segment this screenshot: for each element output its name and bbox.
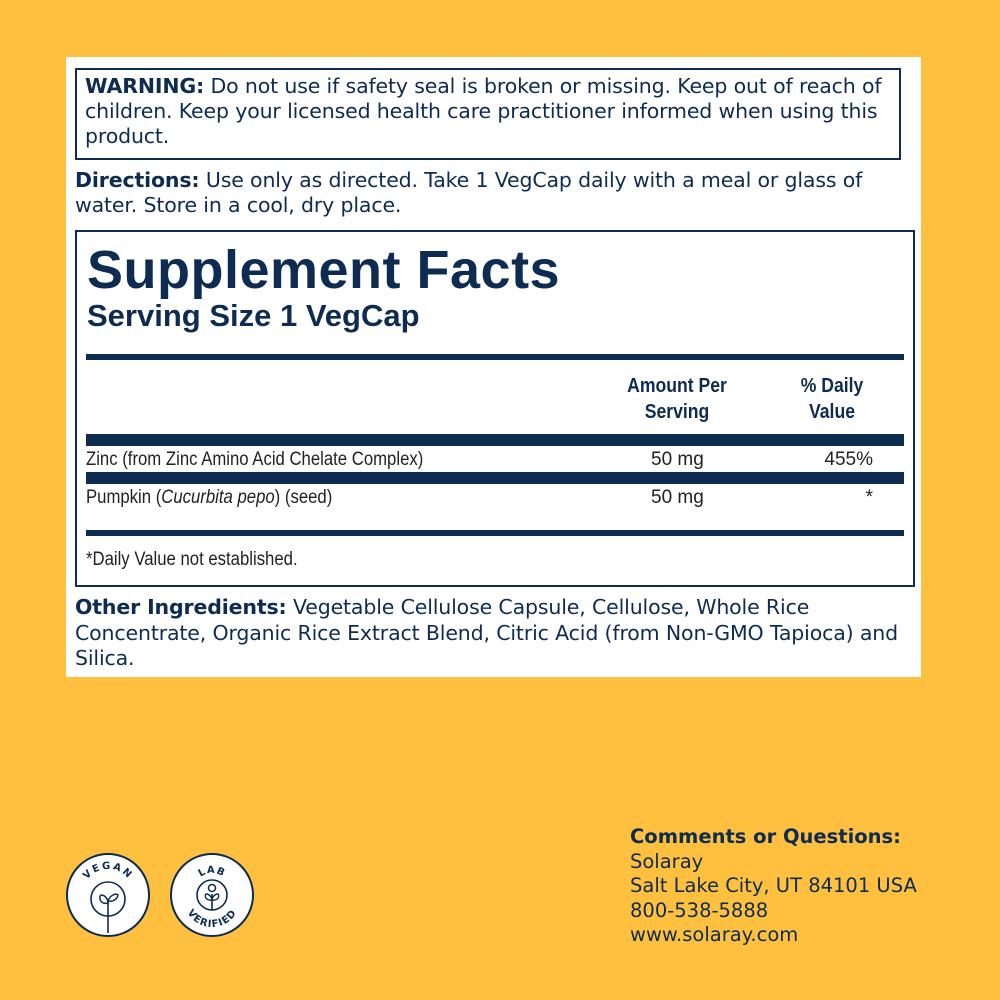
- nutrient-name: [86, 486, 332, 510]
- company-address: Salt Lake City, UT 84101 USA: [630, 874, 917, 897]
- lab-badge-text-bottom: VERIFIED: [184, 907, 240, 931]
- company-name: Solaray: [630, 849, 704, 873]
- warning-label: WARNING:: [85, 74, 205, 98]
- footnote: *Daily Value not established.: [86, 549, 298, 570]
- directions-text: Use only as directed. Take 1 VegCap daily with a meal or glass of water. Store in a cool, dry place.: [75, 168, 863, 217]
- nutrient-amount: 50 mg: [651, 487, 704, 508]
- supplement-facts-box: [75, 230, 915, 587]
- nutrient-latin-name: Cucurbita pepo: [161, 487, 275, 508]
- dv-header-line1: % Daily: [800, 375, 864, 397]
- svg-text:VEGAN: [81, 861, 135, 882]
- daily-value-header: [784, 373, 881, 425]
- amount-per-serving-header: [607, 373, 748, 425]
- vegan-badge-text: VEGAN: [81, 860, 135, 882]
- supplement-facts-title: Supplement Facts: [87, 240, 561, 300]
- nutrient-name-prefix: Pumpkin (: [86, 487, 162, 508]
- thick-divider: [86, 354, 904, 360]
- nutrient-daily-value: 455%: [824, 449, 873, 470]
- row-divider: [86, 472, 904, 484]
- other-ingredients: [75, 595, 915, 672]
- label-panel: [66, 57, 921, 677]
- header-bar: [86, 434, 904, 446]
- other-ingredients-label: Other Ingredients:: [75, 595, 287, 619]
- warning-text: Do not use if safety seal is broken or missing. Keep out of reach of children. Keep your licensed health care practitioner informed when using this product.: [85, 74, 882, 148]
- nutrient-amount: 50 mg: [651, 449, 704, 470]
- bottom-divider: [86, 530, 904, 536]
- nutrient-name-suffix: ) (seed): [274, 487, 333, 508]
- company-website: www.solaray.com: [630, 923, 799, 946]
- contact-info: [630, 825, 917, 948]
- svg-text:VERIFIED: [185, 908, 239, 931]
- sprout-icon: [68, 855, 148, 935]
- dv-header-line2: Value: [808, 401, 855, 423]
- other-ingredients-text: Vegetable Cellulose Capsule, Cellulose, Whole Rice Concentrate, Organic Rice Extract Blend, Citric Acid (from Non-GMO Tapioca) and Silica.: [75, 595, 898, 670]
- amount-header-line2: Serving: [644, 401, 710, 423]
- nutrient-name: Zinc (from Zinc Amino Acid Chelate Complex): [86, 449, 424, 470]
- amount-header-line1: Amount Per: [627, 375, 727, 397]
- person-sprout-icon: [172, 855, 252, 935]
- warning-box: [75, 68, 901, 160]
- company-phone: 800-538-5888: [630, 898, 769, 922]
- lab-badge-text-top: LAB: [196, 864, 228, 880]
- directions: [75, 168, 915, 218]
- vegan-badge: [66, 853, 150, 937]
- lab-verified-badge: [170, 853, 254, 937]
- directions-label: Directions:: [75, 168, 200, 192]
- serving-size: Serving Size 1 VegCap: [87, 298, 420, 333]
- nutrient-daily-value: *: [865, 487, 873, 508]
- contact-heading: Comments or Questions:: [630, 825, 901, 848]
- svg-text:LAB: [197, 865, 228, 880]
